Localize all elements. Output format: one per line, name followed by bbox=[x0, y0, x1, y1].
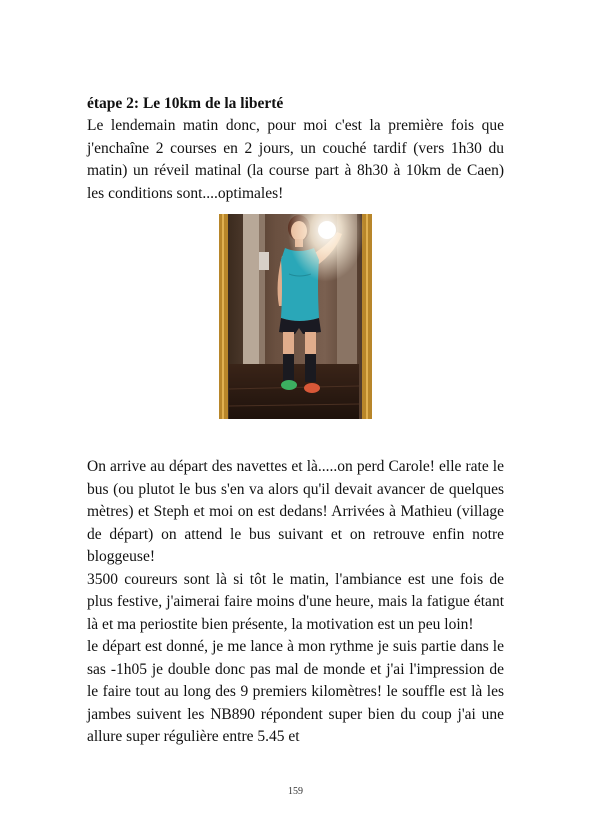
mirror-selfie-photo bbox=[219, 214, 372, 419]
photo-image bbox=[219, 214, 372, 419]
paragraph-departure: On arrive au départ des navettes et là.....on perd Carole! elle rate le bus (ou plutot le bus s'en va alors qu'il devait avancer de quelques mètres) et Steph et moi on est dedans! Arrivées à Mathieu (village de départ) on attend le bus suivant et on retrouve enfin notre bloggeuse! bbox=[87, 458, 504, 565]
section-heading: étape 2: Le 10km de la liberté bbox=[87, 95, 284, 112]
paragraph-runners: 3500 coureurs sont là si tôt le matin, l'ambiance est une fois de plus festive, j'aimerai faire moins d'une heure, mais la fatigue étant là et ma periostite bien présente, la motivation est un peu loin! bbox=[87, 570, 504, 633]
top-text-block bbox=[87, 93, 504, 205]
intro-paragraph: Le lendemain matin donc, pour moi c'est la première fois que j'enchaîne 2 courses en 2 jours, un couché tardif (vers 1h30 du matin) un réveil matinal (la course part à 8h30 à 10km de Caen) les conditions sont....optimales! bbox=[87, 117, 504, 202]
paragraph-race-start: le départ est donné, je me lance à mon rythme je suis partie dans le sas -1h05 je double donc pas mal de monde et j'ai l'impression de le faire tout au long des 9 premiers kilomètres! le souffle est là les jambes suivent les NB890 répondent super bien du coup j'ai une allure super régulière entre 5.45 et bbox=[87, 638, 504, 745]
body-text-block bbox=[87, 456, 504, 749]
page-number: 159 bbox=[288, 786, 303, 797]
